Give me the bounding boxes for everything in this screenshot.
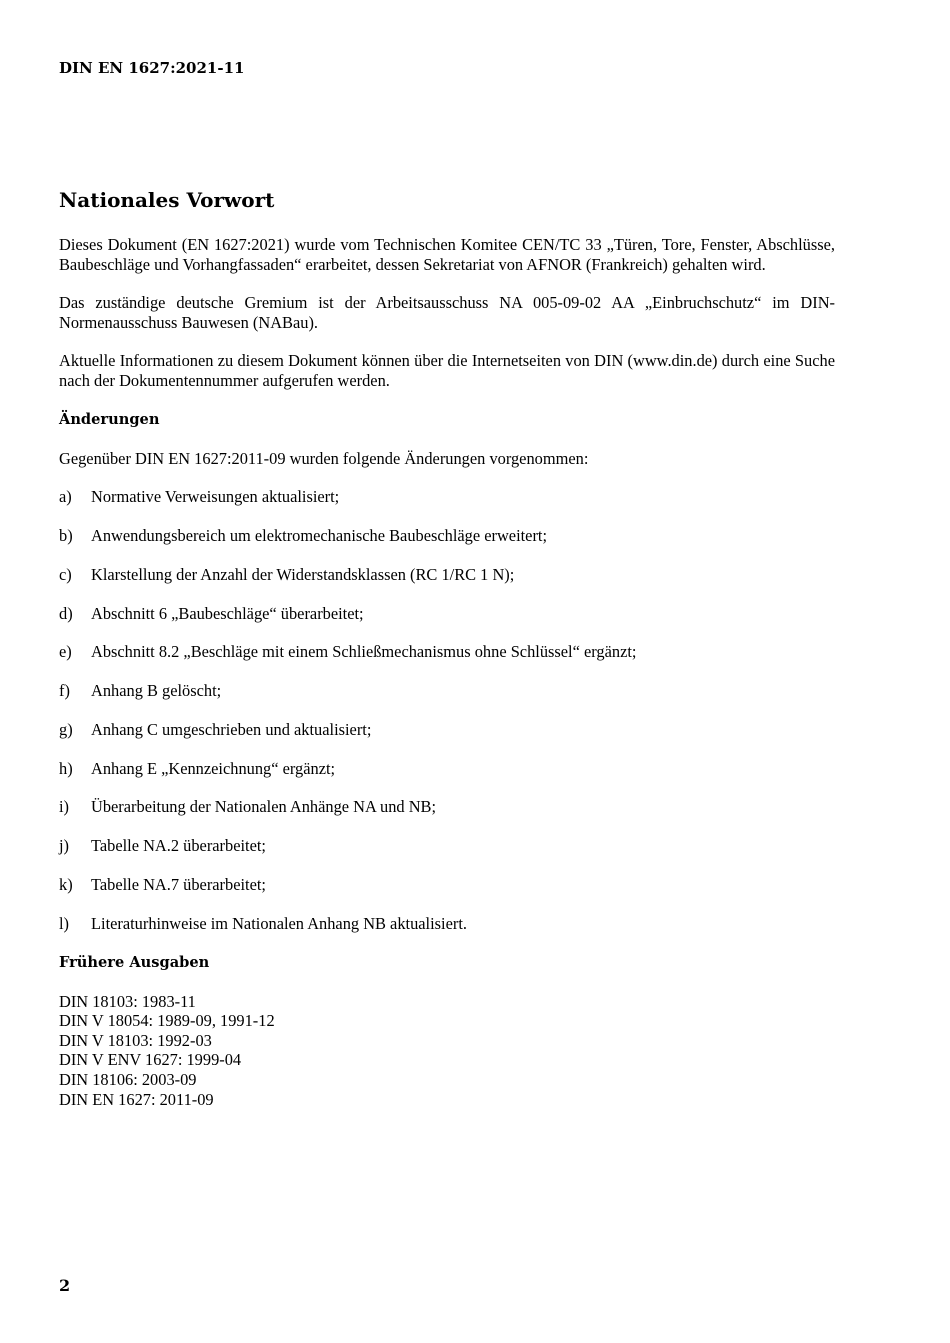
edition-entry: DIN V ENV 1627: 1999-04 (59, 1050, 242, 1070)
list-marker: l) (59, 913, 70, 933)
list-item (59, 759, 835, 779)
page-number: 2 (59, 1276, 71, 1295)
changes-heading: Änderungen (59, 410, 160, 428)
list-item (59, 836, 835, 856)
list-item-text: Anhang C umgeschrieben und aktualisiert; (91, 719, 372, 739)
list-marker: k) (59, 874, 73, 894)
list-item (59, 565, 835, 585)
list-marker: f) (59, 681, 70, 701)
list-item (59, 914, 835, 934)
edition-entry: DIN V 18103: 1992-03 (59, 1030, 212, 1050)
list-item (59, 797, 835, 817)
list-item (59, 681, 835, 701)
list-item-text: Abschnitt 6 „Baubeschläge“ überarbeitet; (91, 603, 364, 623)
list-item-text: Überarbeitung der Nationalen Anhänge NA und NB; (91, 797, 437, 817)
section-title: Nationales Vorwort (59, 188, 275, 212)
page-content (59, 185, 835, 1109)
changes-list (59, 487, 835, 933)
foreword-paragraph-3: Aktuelle Informationen zu diesem Dokument können über die Internetseiten von DIN (www.din.de) durch eine Suche nach der Dokumentennummer aufgerufen werden. (59, 351, 835, 390)
list-item (59, 604, 835, 624)
list-marker: g) (59, 719, 73, 739)
list-marker: e) (59, 642, 72, 662)
changes-intro: Gegenüber DIN EN 1627:2011-09 wurden folgende Änderungen vorgenommen: (59, 448, 589, 468)
previous-editions-list (59, 992, 835, 1110)
list-item-text: Tabelle NA.2 überarbeitet; (91, 836, 266, 856)
list-marker: i) (59, 797, 70, 817)
document-id-header: DIN EN 1627:2021-11 (59, 59, 245, 77)
list-item-text: Normative Verweisungen aktualisiert; (91, 487, 340, 507)
list-marker: h) (59, 758, 73, 778)
list-item-text: Anhang B gelöscht; (91, 681, 222, 701)
edition-entry: DIN EN 1627: 2011-09 (59, 1089, 214, 1109)
foreword-paragraph-1: Dieses Dokument (EN 1627:2021) wurde vom Technischen Komitee CEN/TC 33 „Türen, Tore, Fenster, Abschlüsse, Baubeschläge und Vorhangfassaden“ erarbeitet, dessen Sekretariat von AFNOR (Frankreich) gehalten wird. (59, 235, 835, 274)
list-item-text: Literaturhinweise im Nationalen Anhang NB aktualisiert. (91, 913, 467, 933)
list-item (59, 526, 835, 546)
list-item-text: Tabelle NA.7 überarbeitet; (91, 874, 266, 894)
list-marker: d) (59, 603, 73, 623)
list-item-text: Anhang E „Kennzeichnung“ ergänzt; (91, 758, 336, 778)
list-marker: j) (59, 836, 70, 856)
list-item (59, 875, 835, 895)
list-marker: b) (59, 525, 73, 545)
previous-editions-heading: Frühere Ausgaben (59, 953, 210, 971)
foreword-paragraph-2: Das zuständige deutsche Gremium ist der Arbeitsausschuss NA 005-09-02 AA „Einbruchschutz“ im DIN-Normenausschuss Bauwesen (NABau). (59, 293, 835, 332)
list-item-text: Klarstellung der Anzahl der Widerstandsklassen (RC 1/RC 1 N); (91, 564, 515, 584)
list-marker: c) (59, 564, 72, 584)
list-item-text: Anwendungsbereich um elektromechanische Baubeschläge erweitert; (91, 525, 548, 545)
list-item-text: Abschnitt 8.2 „Beschläge mit einem Schließmechanismus ohne Schlüssel“ ergänzt; (91, 642, 637, 662)
list-item (59, 720, 835, 740)
list-marker: a) (59, 487, 72, 507)
edition-entry: DIN 18103: 1983-11 (59, 991, 196, 1011)
list-item (59, 642, 835, 662)
edition-entry: DIN V 18054: 1989-09, 1991-12 (59, 1011, 275, 1031)
edition-entry: DIN 18106: 2003-09 (59, 1069, 197, 1089)
list-item (59, 487, 835, 507)
